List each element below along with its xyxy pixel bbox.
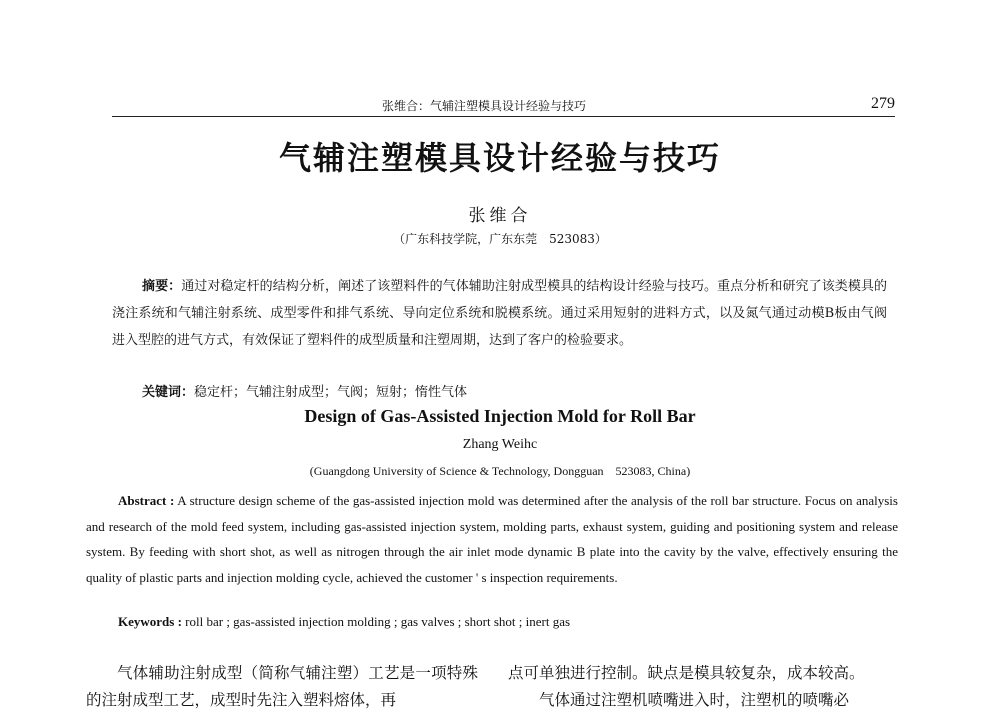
keywords-en-text: roll bar ; gas-assisted injection molding ; gas valves ; short shot ; inert gas <box>181 614 571 629</box>
abstract-cn-label: 摘要： <box>142 279 182 294</box>
paper-title-cn: 气辅注塑模具设计经验与技巧 <box>278 139 721 177</box>
keywords-cn-label: 关键词： <box>142 385 195 400</box>
abstract-cn-text: 通过对稳定杆的结构分析，阐述了该塑料件的气体辅助注射成型模具的结构设计经验与技巧。重点分析和研究了该类模具的浇注系统和气辅注射系统、成型零件和排气系统、导向定位系统和脱模系统。通过采用短射的进料方式，以及氮气通过动模B板由气阀进入型腔的进气方式，有效保证了塑料件的成型质量和注塑周期，达到了客户的检验要求。 <box>112 279 887 348</box>
keywords-cn-text: 稳定杆；气辅注射成型；气阀；短射；惰性气体 <box>194 385 468 400</box>
affiliation-en: (Guangdong University of Science & Technology, Dongguan 523083, China) <box>309 464 691 478</box>
keywords-en <box>118 614 570 630</box>
body-column-right <box>508 660 900 714</box>
abstract-en-label: Abstract : <box>118 493 175 508</box>
affiliation-cn: （广东科技学院，广东东莞 523083） <box>393 232 607 246</box>
running-head <box>112 95 895 115</box>
keywords-en-label: Keywords : <box>118 614 182 629</box>
paper-title-en: Design of Gas-Assisted Injection Mold for Roll Bar <box>304 406 696 426</box>
author-en: Zhang Weihc <box>462 437 538 452</box>
header-rule <box>112 116 895 117</box>
body-right-paragraph-2: 气体通过注塑机喷嘴进入时，注塑机的喷嘴必 <box>539 691 850 709</box>
abstract-en-text: A structure design scheme of the gas-assisted injection mold was determined after the analysis of the roll bar structure. Focus on analysis and research of the mold feed system, including gas-assisted injection system, molding parts, exhaust system, guiding and positioning system and release system. By feeding with short shot, as well as nitrogen through the air inlet mode dynamic B plate into the cavity by the valve, effectively ensuring the quality of plastic parts and injection molding cycle, achieved the customer ' s inspection requirements. <box>86 493 898 585</box>
page-number: 279 <box>871 95 895 112</box>
body-right-line-1: 点可单独进行控制。缺点是模具较复杂，成本较高。 <box>508 664 865 682</box>
running-title: 张维合：气辅注塑模具设计经验与技巧 <box>382 99 587 113</box>
body-column-left: 气体辅助注射成型（简称气辅注塑）工艺是一项特殊的注射成型工艺，成型时先注入塑料熔体，再 <box>86 664 478 709</box>
keywords-cn <box>142 381 467 400</box>
author-cn: 张维合 <box>468 206 532 226</box>
abstract-cn <box>112 273 887 354</box>
abstract-en <box>86 488 898 590</box>
